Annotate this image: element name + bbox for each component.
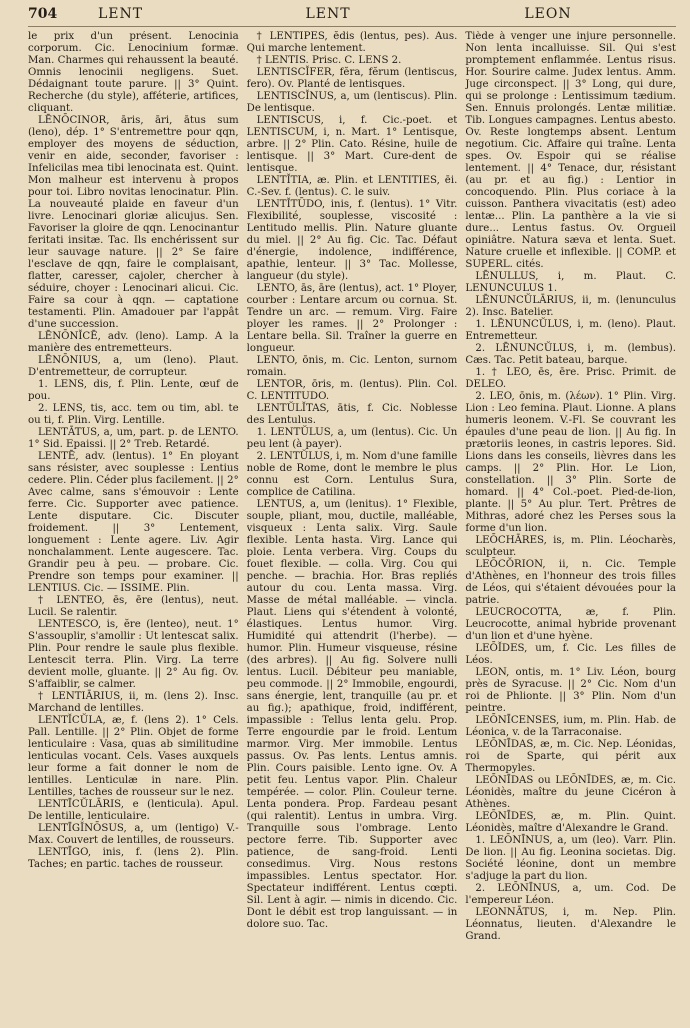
dictionary-entry: LENTESCO, is, ĕre (lenteo), neut. 1° S'assouplir, s'amollir : Ut lentescat salix. Plin. Pour rendre le saule plus flexible. Lentescit terra. Plin. Virg. La terre devient molle, gluante. || 2° Au fig. Ov. S'affaiblir, se calmer. xyxy=(28,619,239,690)
left-running-head: LENT xyxy=(98,6,144,22)
dictionary-entry: LEUCROCOTTA, æ, f. Plin. Leucrocotte, animal hybride provenant d'un lion et d'une hyène. xyxy=(465,607,677,642)
dictionary-entry: LEŌNĪCENSES, ium, m. Plin. Hab. de Léonica, v. de la Tarraconaise. xyxy=(465,715,677,738)
column-middle xyxy=(247,31,458,1027)
dictionary-entry: 2. LENS, tis, acc. tem ou tim, abl. te ou ti, f. Plin. Virg. Lentille. xyxy=(28,403,239,426)
dictionary-entry: LEONNĀTUS, i, m. Nep. Plin. Léonnatus, lieuten. d'Alexandre le Grand. xyxy=(465,907,677,942)
dictionary-entry: LĒNŌNĬCĒ, adv. (leno). Lamp. A la manière des entremetteurs. xyxy=(28,331,239,354)
dictionary-entry: LENTISCĬFER, fĕra, fĕrum (lentiscus, fero). Ov. Planté de lentisques. xyxy=(246,67,458,90)
column-right xyxy=(465,31,676,1027)
dictionary-entry: LENTĪCŬLĀRIS, e (lenticula). Apul. De lentille, lenticulaire. xyxy=(28,799,239,822)
dictionary-entry: LEŌĬDES, um, f. Cic. Les filles de Léos. xyxy=(465,643,677,666)
dictionary-entry: LENTĬTŪDO, inis, f. (lentus). 1° Vitr. Flexibilité, souplesse, viscosité : Lentitudo mellis. Plin. Nature gluante du miel. || 2° Au fig. Cic. Tac. Défaut d'énergie, indolence, indifférence, apathie, lenteur. || 3° Tac. Mollesse, langueur (du style). xyxy=(246,199,458,282)
dictionary-entry: 2. LEŌNĪNUS, a, um. Cod. De l'empereur Léon. xyxy=(465,883,677,906)
page-header xyxy=(28,6,676,27)
center-running-head: LENT xyxy=(305,6,351,22)
dictionary-entry: LENTISCĬNUS, a, um (lentiscus). Plin. De lentisque. xyxy=(246,91,458,114)
dictionary-entry: 1. LENS, dis, f. Plin. Lente, œuf de pou. xyxy=(28,379,239,402)
page-number: 704 xyxy=(28,6,58,22)
column-left xyxy=(28,31,239,1027)
dictionary-entry: † LENTIS. Prisc. C. LENS 2. xyxy=(256,55,402,66)
dictionary-entry: 2. LEO, ōnis, m. (λέων). 1° Plin. Virg. Lion : Leo femina. Plaut. Lionne. A plans humeris leonem. V.-Fl. Se couvrant les épaules d'une peau de lion. || Au fig. In prætoriis leones, in castris lepores. Sid. Lions dans les conseils, lièvres dans les camps. || 2° Plin. Hor. Le Lion, constellation. || 3° Plin. Sorte de homard. || 4° Col.-poet. Pied-de-lion, plante. || 5° Au plur. Tert. Prêtres de Mithras, adoré chez les Perses sous la forme d'un lion. xyxy=(465,391,677,534)
dictionary-entry: LEŌNĪDES, æ, m. Plin. Quint. Léonidès, maître d'Alexandre le Grand. xyxy=(465,811,677,834)
dictionary-entry: 2. LĒNUNCŬLUS, i, m. (lembus). Cæs. Tac. Petit bateau, barque. xyxy=(465,343,677,366)
columns xyxy=(28,31,676,1027)
dictionary-entry: LĒNULLUS, i, m. Plaut. C. LENUNCULUS 1. xyxy=(465,271,677,294)
dictionary-entry: † LENTEO, ēs, ēre (lentus), neut. Lucil. Se ralentir. xyxy=(28,595,239,618)
dictionary-entry: LENTĪGĬNŌSUS, a, um (lentigo) V.-Max. Couvert de lentilles, de rousseurs. xyxy=(28,823,239,846)
dictionary-entry: LEŌNĪDAS ou LEŌNĪDES, æ, m. Cic. Léonidès, maître du jeune Cicéron à Athènes. xyxy=(465,775,677,810)
dictionary-entry: LENTISCUS, i, f. Cic.-poet. et LENTISCUM, i, n. Mart. 1° Lentisque, arbre. || 2° Plin. Cato. Résine, huile de lentisque. || 3° Mart. Cure-dent de lentisque. xyxy=(246,115,458,174)
dictionary-entry: LENTUS, a, um (lenitus). 1° Flexible, souple, pliant, mou, ductile, malléable, visqueux : Lenta salix. Virg. Saule flexible. Lenta hasta. Virg. Lance qui ploie. Lenta verbera. Virg. Coups du fouet flexible. — colla. Virg. Cou qui penche. — brachia. Hor. Bras repliés autour du cou. Lenta massa. Virg. Masse de métal malléable. — vincla. Plaut. Liens qui s'étendent à volonté, élastiques. Lentus humor. Virg. Humidité qui attendrit (l'herbe). — humor. Plin. Humeur visqueuse, résine (des arbres). || Au fig. Solvere nulli lentus. Lucil. Débiteur peu maniable, peu commode. || 2° Immobile, engourdi, sans énergie, lent, tranquille (au pr. et au fig.); apathique, froid, indifférent, impassible : Tellus lenta gelu. Prop. Terre engourdie par le froid. Lentum marmor. Virg. Mer immobile. Lentus passus. Ov. Pas lents. Lentus amnis. Plin. Cours paisible. Lento igne. Ov. A petit feu. Lentus vapor. Plin. Chaleur tempérée. — color. Plin. Couleur terne. Lenta pondera. Prop. Fardeau pesant (qui ralentit). Lentus in umbra. Virg. Tranquille sous l'ombrage. Lento pectore ferre. Tib. Supporter avec patience, de sang-froid. Lenti consedimus. Virg. Nous restons impassibles. Lentus spectator. Hor. Spectateur indifférent. Lentus cœpti. Sil. Lent à agir. — nimis in dicendo. Cic. Dont le débit est trop languissant. — in dolore suo. Tac. xyxy=(246,499,458,930)
dictionary-entry: LENTO, ōnis, m. Cic. Lenton, surnom romain. xyxy=(246,355,458,378)
dictionary-entry: LĒNŌCINOR, āris, āri, ātus sum (leno), dép. 1° S'entremettre pour qqn, employer des moyens de séduction, venir en aide, seconder, favoriser : Infelicilas mea tibi lenocinata est. Quint. Mon malheur est intervenu à propos pour toi. Libro novitas lenocinatur. Plin. La nouveauté plaide en faveur d'un livre. Lenocinari gloriæ alicujus. Sen. Favoriser la gloire de qqn. Lenocinantur feritati insitæ. Tac. Ils enchérissent sur leur sauvage nature. || 2° Se faire l'esclave de qqn, faire le complaisant, flatter, caresser, cajoler, chercher à séduire, choyer : Lenocinari alicui. Cic. Faire sa cour à qqn. — captatione testamenti. Plin. Amadouer par l'appât d'une succession. xyxy=(28,115,239,330)
dictionary-entry: 1. LĒNUNCŬLUS, i, m. (leno). Plaut. Entremetteur. xyxy=(465,319,677,342)
dictionary-entry: LENTO, ās, āre (lentus), act. 1° Ployer, courber : Lentare arcum ou cornua. St. Tendre un arc. — remum. Virg. Faire ployer les rames. || 2° Prolonger : Lentare bella. Sil. Traîner la guerre en longueur. xyxy=(246,283,458,354)
dictionary-entry: LENTĬCŬLA, æ, f. (lens 2). 1° Cels. Pall. Lentille. || 2° Plin. Objet de forme lenticulaire : Vasa, quas ab similitudine lenticulas vocant. Cels. Vases auxquels leur forme a fait donner le nom de lentilles. Lenticulæ in nare. Plin. Lentilles, taches de rousseur sur le nez. xyxy=(28,715,239,798)
dictionary-entry: 1. LEŌNĪNUS, a, um (leo). Varr. Plin. De lion. || Au fig. Leonina societas. Dig. Société léonine, dont un membre s'adjuge la part du lion. xyxy=(465,835,677,882)
dictionary-entry: LENTOR, ōris, m. (lentus). Plin. Col. C. LENTITUDO. xyxy=(246,379,458,402)
dictionary-entry: 2. LENTŬLUS, i, m. Nom d'une famille noble de Rome, dont le membre le plus connu est Corn. Lentulus Sura, complice de Catilina. xyxy=(246,451,458,498)
dictionary-entry: LEON, ontis, m. 1° Liv. Léon, bourg près de Syracuse. || 2° Cic. Nom d'un roi de Phlionte. || 3° Plin. Nom d'un peintre. xyxy=(465,667,677,714)
dictionary-entry: le prix d'un présent. Lenocinia corporum. Cic. Lenocinium formæ. Man. Charmes qui rehaussent la beauté. Omnis lenocinii negligens. Suet. Dédaignant toute parure. || 3° Quint. Recherche (du style), afféterie, artifices, cliquant. xyxy=(28,31,239,114)
dictionary-entry: LENTĪGO, inis, f. (lens 2). Plin. Taches; en partic. taches de rousseur. xyxy=(28,847,239,870)
dictionary-entry: † LENTIĀRIUS, ii, m. (lens 2). Insc. Marchand de lentilles. xyxy=(28,691,239,714)
dictionary-entry: LEŌNĪDAS, æ, m. Cic. Nep. Léonidas, roi de Sparte, qui périt aux Thermopyles. xyxy=(465,739,677,774)
dictionary-entry: LENTĀTUS, a, um, part. p. de LENTO. 1° Sid. Epaissi. || 2° Treb. Retardé. xyxy=(28,427,239,450)
dictionary-entry: 1. LENTŬLUS, a, um (lentus). Cic. Un peu lent (à payer). xyxy=(246,427,458,450)
right-running-head: LEON xyxy=(524,6,572,22)
dictionary-entry: LĒNŌNIUS, a, um (leno). Plaut. D'entremetteur, de corrupteur. xyxy=(28,355,239,378)
dictionary-entry: LENTĒ, adv. (lentus). 1° En ployant sans résister, avec souplesse : Lentius cedere. Plin. Céder plus facilement. || 2° Avec calme, sans s'émouvoir : Lente ferre. Cic. Supporter avec patience. Lente disputare. Cic. Discuter froidement. || 3° Lentement, longuement : Lente agere. Liv. Agir nonchalamment. Lente augescere. Tac. Grandir peu à peu. — probare. Cic. Prendre son temps pour examiner. || LENTIUS. Cic. — ISSIME. Plin. xyxy=(28,451,239,594)
dictionary-entry: † LENTĬPES, ĕdis (lentus, pes). Aus. Qui marche lentement. xyxy=(246,31,458,54)
dictionary-entry: LENTŬLĬTAS, ātis, f. Cic. Noblesse des Lentulus. xyxy=(246,403,458,426)
dictionary-entry: LEŌCŎRION, ii, n. Cic. Temple d'Athènes, en l'honneur des trois filles de Léos, qui s'étaient dévouées pour la patrie. xyxy=(465,559,677,606)
dictionary-entry: Tiède à venger une injure personnelle. Non lenta incalluisse. Sil. Qui s'est promptement enflammée. Lentus risus. Hor. Sourire calme. Judex lentus. Amm. Juge circonspect. || 3° Long, qui dure, qui se prolonge : Lentissimum tædium. Sen. Ennuis prolongés. Lentæ militiæ. Tib. Longues campagnes. Lentus abesto. Ov. Reste longtemps absent. Lentum negotium. Cic. Affaire qui traîne. Lenta spes. Ov. Espoir qui se réalise lentement. || 4° Tenace, dur, résistant (au pr. et au fig.) : Lentior in concoquendo. Plin. Plus coriace à la cuisson. Panthera vivacitatis (est) adeo lentæ... Plin. La panthère a la vie si dure... Lentus fastus. Ov. Orgueil opiniâtre. Natura sæva et lenta. Suet. Nature cruelle et inflexible. || COMP. et SUPERL. cités. xyxy=(465,31,677,270)
dictionary-entry: LEŌCHĀRES, is, m. Plin. Léocharès, sculpteur. xyxy=(465,535,677,558)
dictionary-entry: LENTĬTIA, æ. Plin. et LENTITIES, ēi. C.-Sev. f. (lentus). C. le suiv. xyxy=(246,175,458,198)
dictionary-entry: 1. † LEO, ēs, ēre. Prisc. Primit. de DELEO. xyxy=(465,367,677,390)
dictionary-entry: LĒNUNCŬLĀRIUS, ii, m. (lenunculus 2). Insc. Batelier. xyxy=(465,295,677,318)
